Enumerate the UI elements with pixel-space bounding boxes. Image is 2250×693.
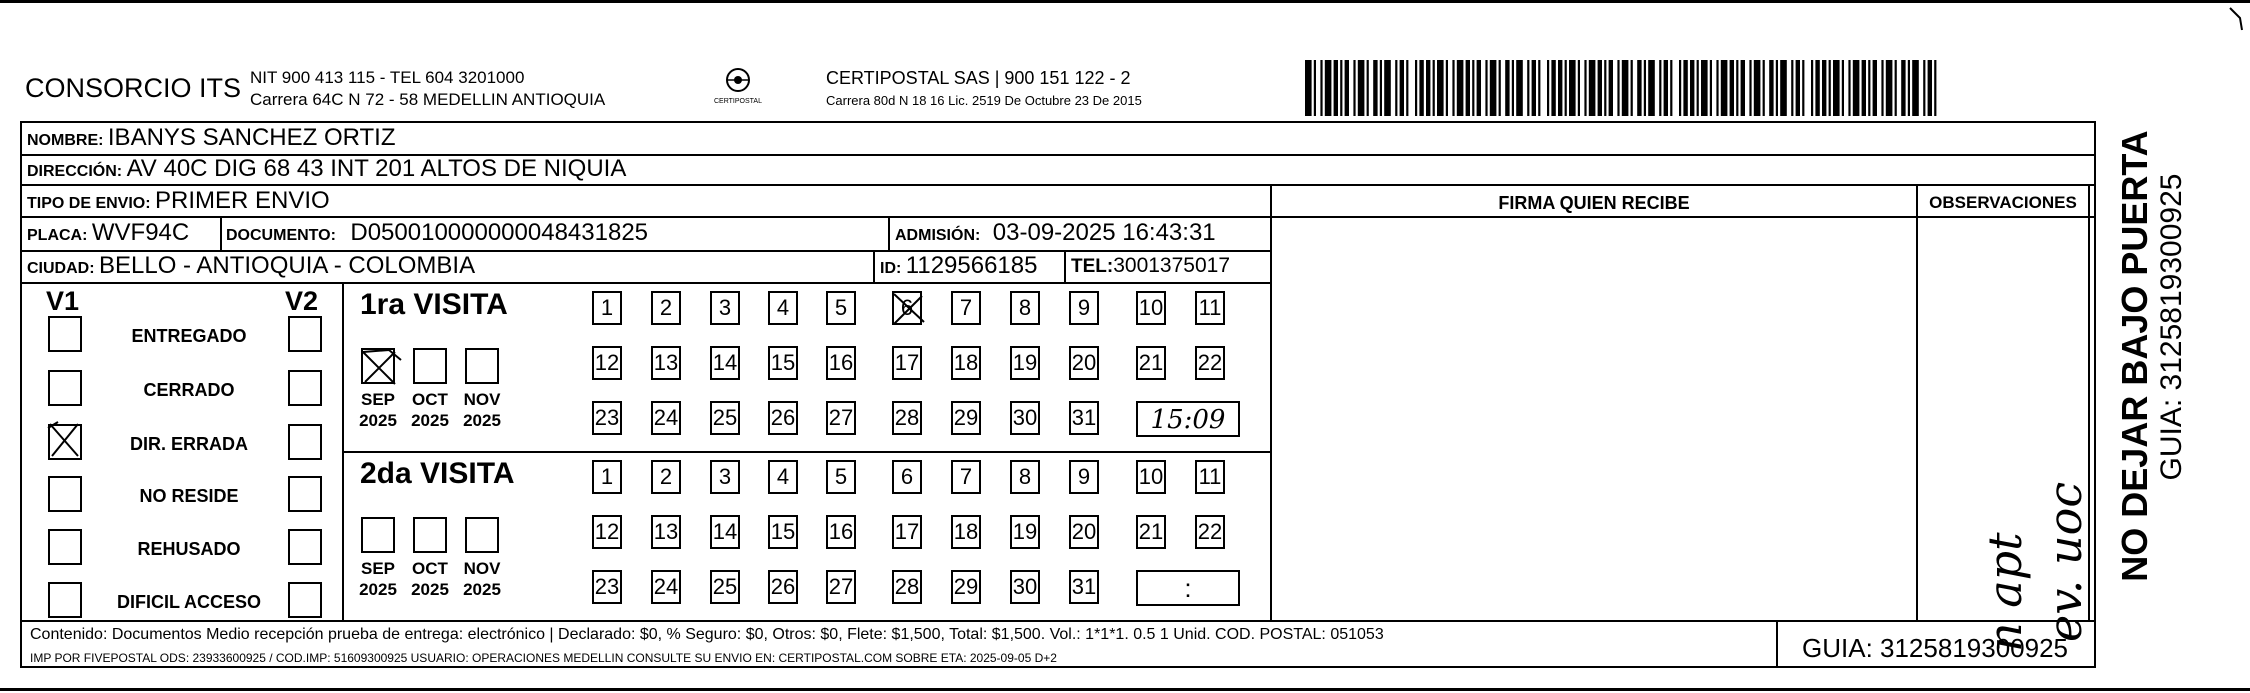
admision-field: [895, 219, 1216, 247]
barcode-bar: [1395, 60, 1397, 116]
status-option-label: DIFICIL ACCESO: [116, 592, 261, 612]
v1-checkbox[interactable]: [48, 476, 82, 512]
barcode-bar: [1305, 60, 1312, 116]
admision-value: 03-09-2025 16:43:31: [992, 219, 1216, 246]
day-cell[interactable]: 22: [1195, 515, 1225, 549]
month-year: 2025: [359, 580, 397, 599]
barcode-bar: [1477, 60, 1481, 116]
day-cell[interactable]: 7: [951, 460, 981, 494]
barcode-bar: [1325, 60, 1332, 116]
month-checkbox[interactable]: [361, 517, 395, 553]
barcode-bar: [1589, 60, 1596, 116]
barcode-bar: [1499, 60, 1501, 116]
logo-caption: CERTIPOSTAL: [714, 98, 762, 105]
barcode-bar: [1683, 60, 1687, 116]
day-cell[interactable]: 8: [1010, 291, 1040, 325]
v1-checkbox[interactable]: [48, 582, 82, 618]
v2-checkbox[interactable]: [288, 424, 322, 460]
day-cell[interactable]: 1: [592, 291, 622, 325]
barcode-bar: [1886, 60, 1893, 116]
barcode-bar: [1527, 60, 1529, 116]
barcode-bar: [1679, 60, 1681, 116]
barcode-bar: [1569, 60, 1576, 116]
tel-value: 3001375017: [1113, 254, 1231, 277]
barcode-bar: [1721, 60, 1728, 116]
day-cell[interactable]: 13: [651, 515, 681, 549]
visit-title: 2da VISITA: [360, 457, 515, 490]
barcode-bar: [1690, 60, 1694, 116]
status-option-label: NO RESIDE: [139, 486, 239, 506]
day-cell[interactable]: 6: [892, 291, 922, 325]
day-cell[interactable]: 25: [710, 401, 740, 435]
id-field: [880, 252, 1037, 280]
day-cell[interactable]: 31: [1069, 570, 1099, 604]
barcode-bar: [1512, 60, 1514, 116]
day-cell[interactable]: 3: [710, 460, 740, 494]
barcode-bar: [1648, 60, 1655, 116]
barcode-bar: [1353, 60, 1355, 116]
day-cell[interactable]: 3: [710, 291, 740, 325]
tipo-envio-label: TIPO DE ENVIO:: [27, 195, 151, 212]
month-name: SEP: [360, 559, 396, 578]
day-cell[interactable]: 7: [951, 291, 981, 325]
day-cell[interactable]: 21: [1136, 515, 1166, 549]
visit-time-box[interactable]: [1136, 401, 1240, 437]
check-mark-icon: [359, 342, 407, 386]
day-cell[interactable]: 9: [1069, 460, 1099, 494]
v1-label: V1: [46, 286, 80, 316]
check-mark-icon: [44, 418, 84, 460]
nombre-label: NOMBRE:: [27, 132, 104, 149]
barcode-bar: [1802, 60, 1804, 116]
status-option-label: DIR. ERRADA: [129, 434, 248, 454]
barcode-bar: [1701, 60, 1708, 116]
day-cell[interactable]: 25: [710, 570, 740, 604]
barcode-bar: [1358, 60, 1365, 116]
barcode-bar: [1862, 60, 1866, 116]
v2-checkbox[interactable]: [288, 316, 322, 352]
carrier-line2: Carrera 80d N 18 16 Lic. 2519 De Octubre 23 De 2015: [826, 93, 1142, 108]
barcode-bar: [1908, 60, 1910, 116]
month-checkbox[interactable]: [413, 517, 447, 553]
day-cell[interactable]: 19: [1010, 515, 1040, 549]
v2-checkbox[interactable]: [288, 370, 322, 406]
v2-checkbox[interactable]: [288, 476, 322, 512]
barcode-bar: [1516, 60, 1523, 116]
day-cell[interactable]: 24: [651, 401, 681, 435]
placa-value: WVF94C: [91, 219, 190, 246]
barcode-bar: [1769, 60, 1773, 116]
day-cell[interactable]: 13: [651, 346, 681, 380]
barcode-bar: [1822, 60, 1826, 116]
barcode-bar: [1833, 60, 1840, 116]
day-cell[interactable]: 27: [826, 570, 856, 604]
month-name: OCT: [412, 390, 448, 409]
barcode-bar: [1532, 60, 1536, 116]
month-year: 2025: [359, 411, 397, 430]
corner-mark-icon: [2228, 4, 2248, 32]
day-cell[interactable]: 24: [651, 570, 681, 604]
day-cell[interactable]: 14: [710, 346, 740, 380]
v1-checkbox[interactable]: [48, 316, 82, 352]
barcode-bar: [1776, 60, 1778, 116]
barcode-bar: [1912, 60, 1919, 116]
month-year: 2025: [463, 580, 501, 599]
barcode-bar: [1400, 60, 1404, 116]
day-cell[interactable]: 20: [1069, 346, 1099, 380]
day-cell[interactable]: 21: [1136, 346, 1166, 380]
barcode-bar: [1598, 60, 1602, 116]
day-cell[interactable]: 28: [892, 401, 922, 435]
day-cell[interactable]: 17: [892, 346, 922, 380]
month-name: NOV: [463, 390, 501, 409]
top-border: [0, 0, 2250, 3]
barcode-bar: [1637, 60, 1641, 116]
barcode-bar: [1763, 60, 1765, 116]
month-name: OCT: [412, 559, 448, 578]
barcode-bar: [1472, 60, 1474, 116]
barcode-bar: [1384, 60, 1391, 116]
month-year: 2025: [411, 411, 449, 430]
month-label: [457, 558, 507, 600]
barcode-bar: [1670, 60, 1672, 116]
barcode-bar: [1340, 60, 1342, 116]
barcode-bar: [1842, 60, 1844, 116]
day-cell[interactable]: 2: [651, 291, 681, 325]
day-cell[interactable]: 11: [1195, 291, 1225, 325]
day-cell[interactable]: 29: [951, 570, 981, 604]
barcode-bar: [1505, 60, 1509, 116]
day-cell[interactable]: 15: [768, 346, 798, 380]
status-option-label: CERRADO: [143, 380, 235, 400]
carrier-line1: CERTIPOSTAL SAS | 900 151 122 - 2: [826, 68, 1131, 88]
v1-checkbox[interactable]: [48, 370, 82, 406]
barcode-bar: [1848, 60, 1850, 116]
barcode-bar: [1419, 60, 1423, 116]
barcode-bar: [1853, 60, 1860, 116]
barcode-bar: [1314, 60, 1316, 116]
day-cell[interactable]: 26: [768, 570, 798, 604]
observaciones-header: OBSERVACIONES: [1929, 193, 2077, 212]
direccion-field: [27, 155, 626, 183]
certipostal-logo-icon: [708, 66, 768, 112]
month-year: 2025: [463, 411, 501, 430]
status-option-label: REHUSADO: [137, 539, 241, 559]
barcode-bar: [1320, 60, 1322, 116]
barcode-bar: [1547, 60, 1549, 116]
barcode-bar: [1604, 60, 1606, 116]
v2-checkbox[interactable]: [288, 529, 322, 565]
carrier-logo: [708, 66, 768, 112]
barcode-bar: [1334, 60, 1338, 116]
day-cell[interactable]: 30: [1010, 401, 1040, 435]
day-cell[interactable]: 2: [651, 460, 681, 494]
barcode-bar: [1741, 60, 1745, 116]
v1-checkbox[interactable]: [48, 529, 82, 565]
barcode-bar: [1811, 60, 1813, 116]
month-name: SEP: [360, 390, 396, 409]
day-cell[interactable]: 10: [1136, 291, 1166, 325]
observaciones-note-1: n apt: [1978, 532, 2032, 652]
visit-time-value: 15:09: [1150, 405, 1226, 435]
status-option-label: ENTREGADO: [131, 326, 247, 346]
day-cell[interactable]: 30: [1010, 570, 1040, 604]
footer-line1: Contenido: Documentos Medio recepción prueba de entrega: electrónico | Declarado: $0, % Seguro: $0, Otros: $0, Flete: $1,500, Total: $1,500. Vol.: 1*1*1. 0.5 1 Unid. COD. POSTAL: 051053: [30, 626, 1384, 643]
firma-header: FIRMA QUIEN RECIBE: [1498, 193, 1690, 213]
tipo-envio-value: PRIMER ENVIO: [155, 187, 330, 214]
tipo-envio-field: [27, 187, 330, 215]
direccion-label: DIRECCIÓN:: [27, 163, 123, 180]
day-cell[interactable]: 5: [826, 460, 856, 494]
barcode-bar: [1791, 60, 1793, 116]
barcode-bar: [1415, 60, 1417, 116]
barcode-bar: [1659, 60, 1661, 116]
ciudad-field: [27, 252, 475, 280]
day-cell[interactable]: 11: [1195, 460, 1225, 494]
day-cell[interactable]: 12: [592, 515, 622, 549]
barcode-bar: [1868, 60, 1870, 116]
barcode-bar: [1716, 60, 1718, 116]
direccion-value: AV 40C DIG 68 43 INT 201 ALTOS DE NIQUIA: [126, 155, 627, 182]
barcode-bar: [1578, 60, 1580, 116]
id-label: ID:: [880, 260, 902, 277]
barcode-bar: [1644, 60, 1646, 116]
barcode-bar: [1664, 60, 1668, 116]
barcode-bar: [1367, 60, 1369, 116]
visit-title: 1ra VISITA: [360, 288, 508, 321]
barcode-bar: [1815, 60, 1819, 116]
month-label: [457, 389, 507, 431]
observaciones-handwriting: [1960, 290, 2092, 652]
barcode-bar: [1373, 60, 1377, 116]
day-cell[interactable]: 16: [826, 515, 856, 549]
day-cell[interactable]: 26: [768, 401, 798, 435]
barcode-bar: [1345, 60, 1349, 116]
v2-label: V2: [285, 286, 319, 316]
day-cell[interactable]: 29: [951, 401, 981, 435]
documento-label: DOCUMENTO:: [226, 227, 336, 244]
day-cell[interactable]: 8: [1010, 460, 1040, 494]
barcode-bar: [1452, 60, 1454, 116]
placa-field: [27, 219, 189, 247]
footer-line2: IMP POR FIVEPOSTAL ODS: 23933600925 / COD.IMP: 51609300925 USUARIO: OPERACIONES MEDELLIN CONSULTE SU ENVIO EN: CERTIPOSTAL.COM SOBRE ETA: 2025-09-05 D+2: [30, 651, 1057, 665]
day-cell[interactable]: 6: [892, 460, 922, 494]
barcode-bar: [1749, 60, 1751, 116]
barcode-bar: [1466, 60, 1470, 116]
company-name: CONSORCIO ITS: [25, 73, 242, 103]
nombre-field: [27, 124, 396, 152]
month-checkbox[interactable]: [413, 348, 447, 384]
barcode-bar: [1426, 60, 1430, 116]
month-checkbox[interactable]: [465, 348, 499, 384]
day-cell[interactable]: 22: [1195, 346, 1225, 380]
month-year: 2025: [411, 580, 449, 599]
barcode-bar: [1710, 60, 1712, 116]
month-checkbox[interactable]: [465, 517, 499, 553]
day-cell[interactable]: 20: [1069, 515, 1099, 549]
barcode-bar: [1609, 60, 1613, 116]
barcode-bar: [1406, 60, 1408, 116]
tel-label: TEL:: [1071, 256, 1114, 277]
day-cell[interactable]: 10: [1136, 460, 1166, 494]
month-label: [353, 389, 403, 431]
month-label: [353, 558, 403, 600]
barcode-bar: [1437, 60, 1444, 116]
visit-time-box[interactable]: [1136, 570, 1240, 606]
barcode-bar: [1551, 60, 1555, 116]
visit-time-value: :: [1184, 573, 1192, 603]
month-label: [405, 558, 455, 600]
barcode-bar: [1558, 60, 1562, 116]
side-warning: [2100, 130, 2210, 600]
barcode-bar: [1490, 60, 1497, 116]
day-cell[interactable]: 18: [951, 346, 981, 380]
no-dejar-bajo-puerta: NO DEJAR BAJO PUERTA: [2114, 130, 2155, 582]
barcode-bar: [1780, 60, 1787, 116]
barcode-bar: [1617, 60, 1619, 116]
company-line1: NIT 900 413 115 - TEL 604 3201000: [250, 68, 525, 87]
nombre-value: IBANYS SANCHEZ ORTIZ: [107, 124, 396, 151]
day-cell[interactable]: 1: [592, 460, 622, 494]
admision-label: ADMISIÓN:: [895, 227, 981, 244]
barcode-bar: [1622, 60, 1629, 116]
barcode-bar: [1829, 60, 1831, 116]
month-name: NOV: [463, 559, 501, 578]
barcode-bar: [1631, 60, 1633, 116]
barcode-bar: [1380, 60, 1382, 116]
documento-value: D050010000000048431825: [350, 219, 649, 246]
month-checkbox[interactable]: [361, 348, 395, 384]
barcode-bar: [1934, 60, 1936, 116]
day-cell[interactable]: 15: [768, 515, 798, 549]
barcode-bar: [1538, 60, 1540, 116]
day-cell[interactable]: 16: [826, 346, 856, 380]
barcode-bar: [1457, 60, 1464, 116]
company-line2: Carrera 64C N 72 - 58 MEDELLIN ANTIOQUIA: [250, 90, 606, 109]
barcode-bar: [1485, 60, 1487, 116]
barcode-bar: [1881, 60, 1883, 116]
barcode-bar: [1923, 60, 1925, 116]
documento-field: [226, 219, 648, 247]
barcode-bar: [1895, 60, 1897, 116]
tel-field: [1071, 254, 1230, 278]
day-cell[interactable]: 5: [826, 291, 856, 325]
month-label: [405, 389, 455, 431]
ciudad-value: BELLO - ANTIOQUIA - COLOMBIA: [99, 252, 476, 279]
day-cell[interactable]: 4: [768, 460, 798, 494]
v2-checkbox[interactable]: [288, 582, 322, 618]
ciudad-label: CIUDAD:: [27, 260, 95, 277]
observaciones-note-2: ev. uoc: [2038, 481, 2092, 642]
bottom-border: [0, 688, 2250, 691]
day-cell[interactable]: 27: [826, 401, 856, 435]
barcode-bar: [1730, 60, 1734, 116]
barcode-bar: [1697, 60, 1699, 116]
barcode-bar: [1446, 60, 1448, 116]
v1-checkbox[interactable]: [48, 424, 82, 460]
barcode: [1305, 60, 1940, 116]
barcode-bar: [1754, 60, 1761, 116]
barcode-bar: [1796, 60, 1800, 116]
side-guia: GUIA: 3125819300925: [2155, 173, 2188, 481]
day-cell[interactable]: 14: [710, 515, 740, 549]
day-cell[interactable]: 4: [768, 291, 798, 325]
day-cell[interactable]: 28: [892, 570, 922, 604]
day-cell[interactable]: 23: [592, 570, 622, 604]
day-cell[interactable]: 19: [1010, 346, 1040, 380]
barcode-bar: [1565, 60, 1567, 116]
barcode-bar: [1433, 60, 1435, 116]
barcode-bar: [1736, 60, 1738, 116]
day-cell[interactable]: 9: [1069, 291, 1099, 325]
barcode-bar: [1901, 60, 1905, 116]
placa-label: PLACA:: [27, 227, 88, 244]
day-cell[interactable]: 23: [592, 401, 622, 435]
barcode-bar: [1584, 60, 1586, 116]
id-value: 1129566185: [905, 252, 1038, 279]
day-cell[interactable]: 17: [892, 515, 922, 549]
day-check-mark-icon: [890, 288, 928, 328]
barcode-bar: [1928, 60, 1932, 116]
day-cell[interactable]: 18: [951, 515, 981, 549]
guia-box: GUIA: 3125819300925: [1802, 633, 2068, 663]
day-cell[interactable]: 12: [592, 346, 622, 380]
day-cell[interactable]: 31: [1069, 401, 1099, 435]
barcode-bar: [1873, 60, 1877, 116]
